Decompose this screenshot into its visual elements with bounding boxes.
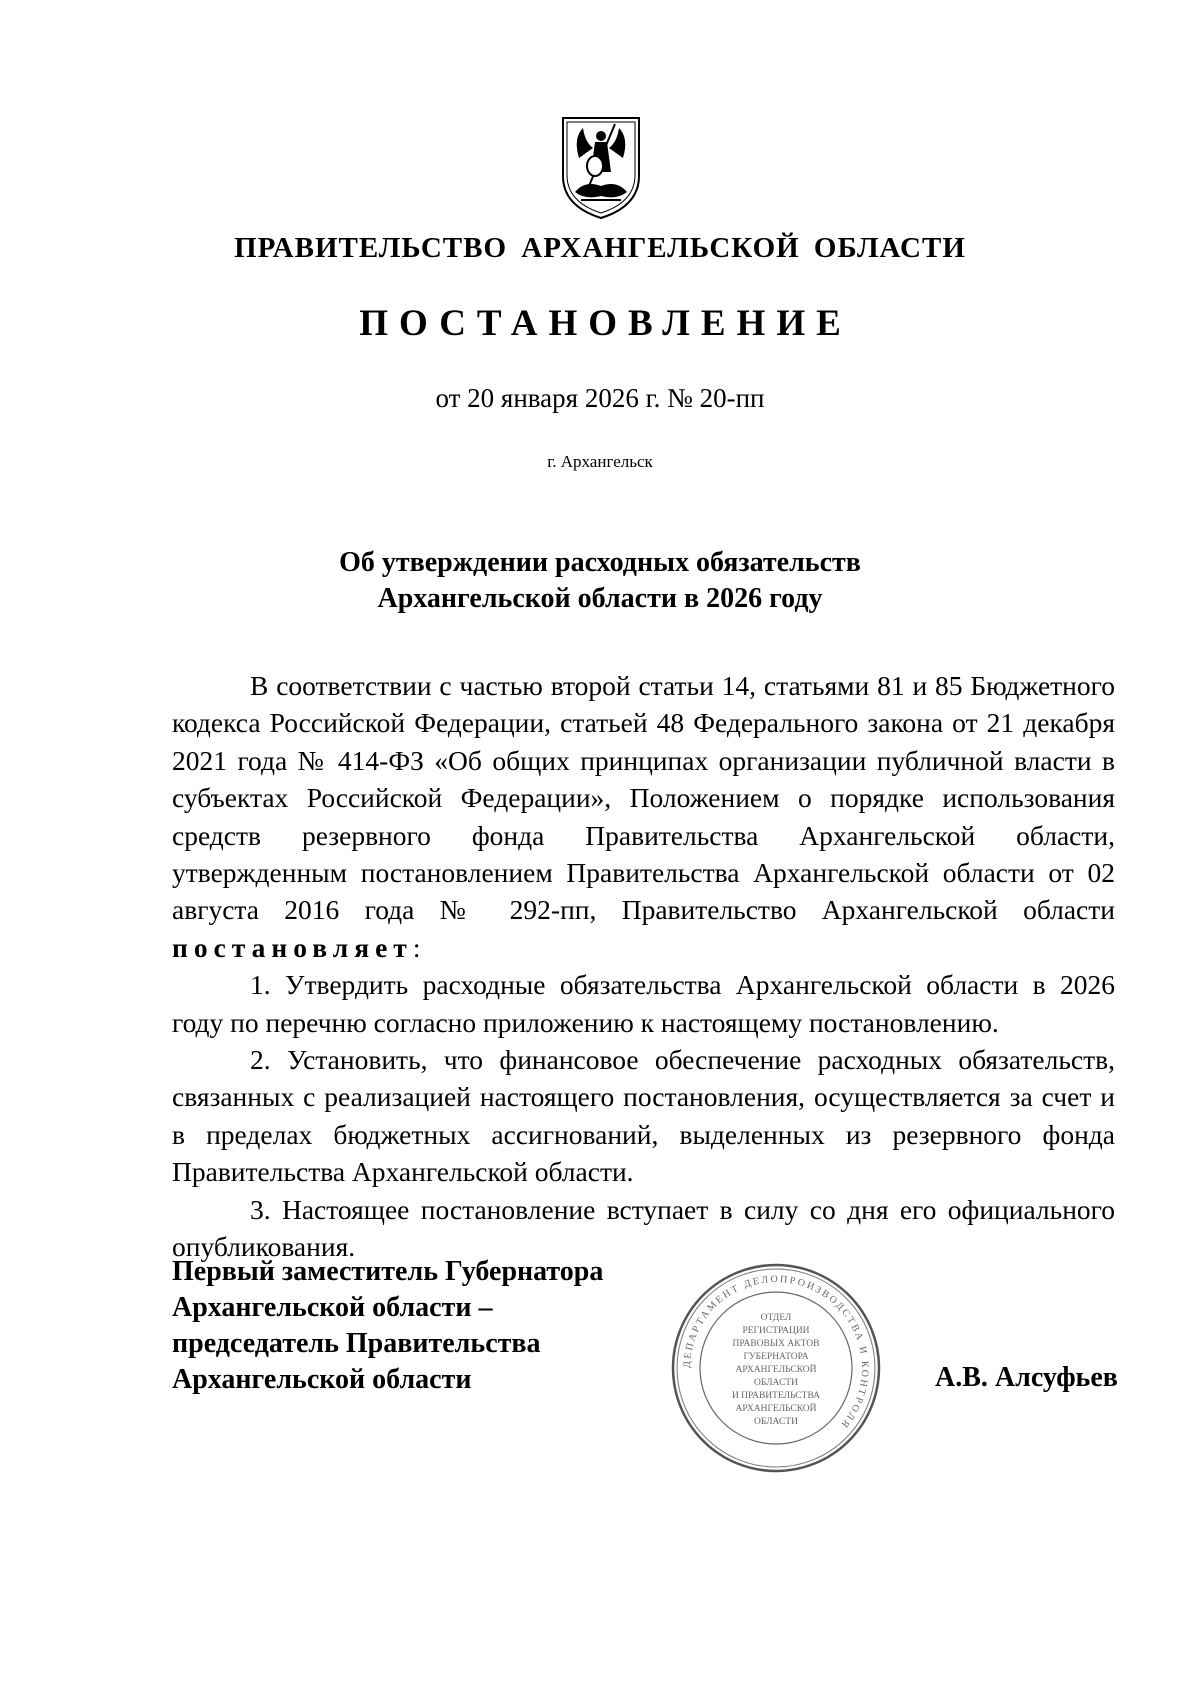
stamp-center-line: ОТДЕЛ [760,1313,792,1323]
signer-position-line-3: председатель Правительства [172,1328,541,1359]
decree-word: постановляет [172,931,413,963]
city-line: г. Архангельск [547,452,653,471]
item-3-paragraph: 3. Настоящее постановление вступает в силу со дня его официального опубликования. [172,1193,1115,1263]
stamp-center-line: ОБЛАСТИ [754,1417,798,1427]
decree-colon: : [412,931,421,963]
document-subject [0,545,1200,617]
signer-position-line-4: Архангельской области [172,1364,472,1395]
stamp-center-line: И ПРАВИТЕЛЬСТВА [731,1391,821,1401]
item-2-paragraph: 2. Установить, что финансовое обеспечение расходных обязательств, связанных с реализацией настоящего постановления, осуществляется за счет и в пределах бюджетных ассигнований, выделенных из резервного фонда Правительства Архангельской области. [172,1044,1115,1188]
stamp-center-line: РЕГИСТРАЦИИ [742,1326,810,1336]
subject-line-2: Архангельской области в 2026 году [377,583,823,614]
stamp-center-line: ГУБЕРНАТОРА [743,1352,809,1362]
signer-name: А.В. Алсуфьев [935,1362,1118,1393]
stamp-center-line: АРХАНГЕЛЬСКОЙ [735,1404,817,1414]
item-1-paragraph: 1. Утвердить расходные обязательства Архангельской области в 2026 году по перечню согласно приложению к настоящему постановлению. [172,969,1115,1038]
organization-title: ПРАВИТЕЛЬСТВО АРХАНГЕЛЬСКОЙ ОБЛАСТИ [234,232,966,264]
document-body [172,667,1115,1266]
preamble-paragraph [172,667,1115,966]
stamp-center-line: ПРАВОВЫХ АКТОВ [732,1339,820,1349]
stamp-center-line: АРХАНГЕЛЬСКОЙ [735,1365,817,1375]
subject-line-1: Об утверждении расходных обязательств [339,547,861,578]
preamble-text: В соответствии с частью второй статьи 14, статьями 81 и 85 Бюджетного кодекса Российской Федерации, статьей 48 Федерального закона от 21 декабря 2021 года № 414-ФЗ «Об общих принципах организации публичной власти в субъектах Российской Федерации», Положением о порядке использования средств резервного фонда Правительства Архангельской области, утвержденным постановлением Правительства Архангельской области от 02 августа 2016 года № 292-пп, Правительство Архангельской области [172,670,1115,926]
document-type-heading: ПОСТАНОВЛЕНИЕ [359,303,852,344]
signer-position-line-1: Первый заместитель Губернатора [172,1256,604,1287]
stamp-ring-text: ДЕПАРТАМЕНТ ДЕЛОПРОИЗВОДСТВА И КОНТРОЛЯ [681,1273,871,1432]
coat-of-arms-emblem [559,114,643,222]
official-stamp [670,1262,882,1474]
stamp-center-line: ОБЛАСТИ [754,1378,798,1388]
signer-position [172,1254,692,1398]
signer-position-line-2: Архангельской области – [172,1292,493,1323]
date-and-number: от 20 января 2026 г. № 20-пп [435,383,765,413]
